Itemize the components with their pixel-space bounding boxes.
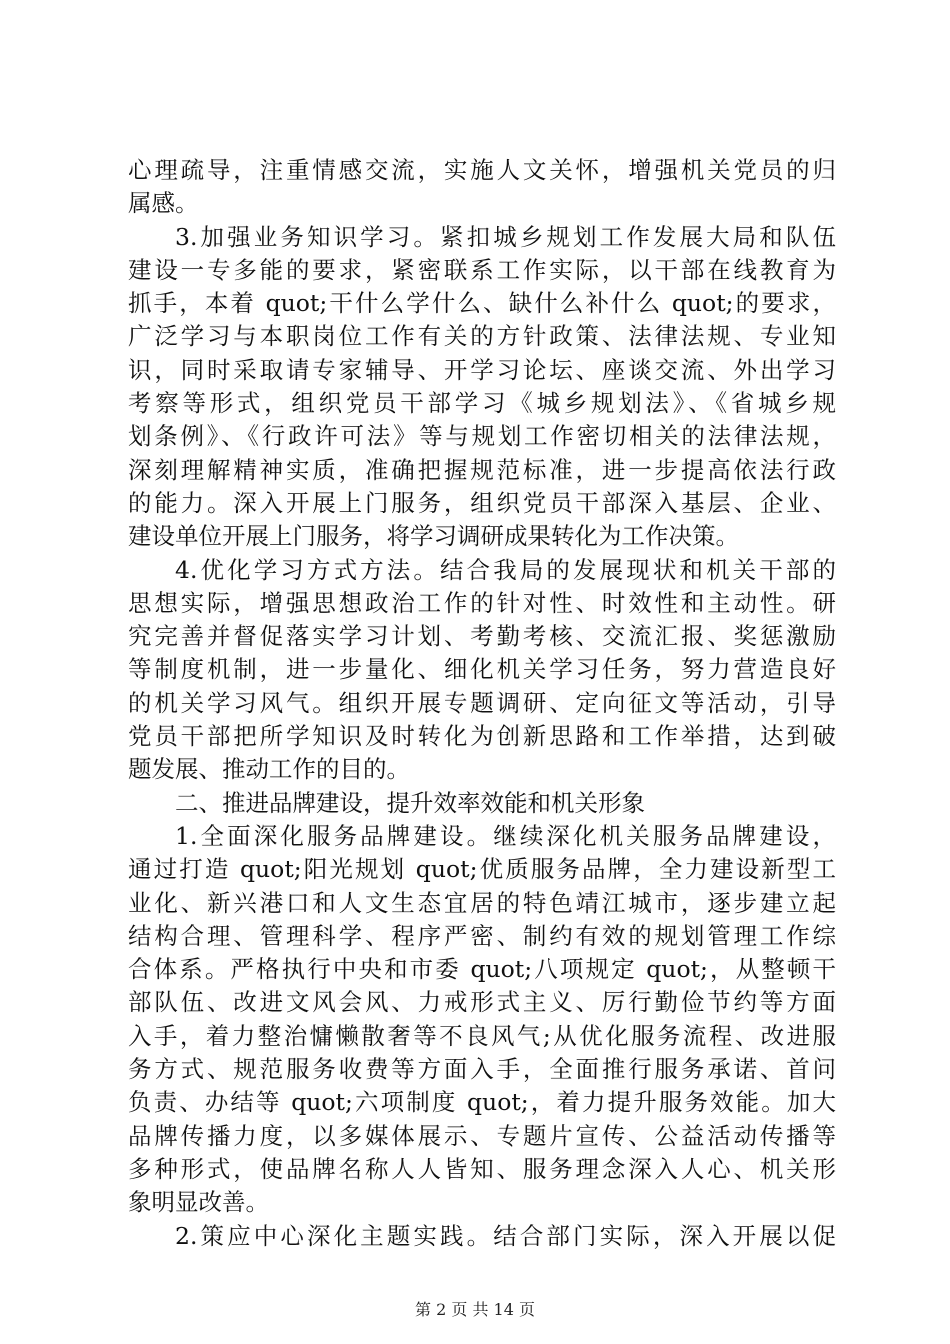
text-line: 负责、办结等 quot;六项制度 quot;，着力提升服务效能。加大	[128, 1088, 836, 1117]
text-line: 3.加强业务知识学习。紧扣城乡规划工作发展大局和队伍	[175, 222, 836, 251]
text-line: 入手，着力整治慵懒散奢等不良风气;从优化服务流程、改进服	[128, 1021, 836, 1050]
text-line: 广泛学习与本职岗位工作有关的方针政策、法律法规、专业知	[128, 322, 836, 351]
text-line: 2.策应中心深化主题实践。结合部门实际，深入开展以促	[175, 1221, 836, 1250]
text-line: 的机关学习风气。组织开展专题调研、定向征文等活动，引导	[128, 688, 836, 717]
text-line: 考察等形式，组织党员干部学习《城乡规划法》、《省城乡规	[128, 389, 836, 418]
text-line: 结构合理、管理科学、程序严密、制约有效的规划管理工作综	[128, 921, 836, 950]
text-line: 务方式、规范服务收费等方面入手，全面推行服务承诺、首问	[128, 1055, 836, 1084]
text-line: 建设一专多能的要求，紧密联系工作实际，以干部在线教育为	[128, 255, 836, 284]
text-line: 究完善并督促落实学习计划、考勤考核、交流汇报、奖惩激励	[128, 622, 836, 651]
text-line: 思想实际，增强思想政治工作的针对性、时效性和主动性。研	[128, 588, 836, 617]
text-line: 建设单位开展上门服务，将学习调研成果转化为工作决策。	[128, 522, 739, 551]
text-line: 心理疏导，注重情感交流，实施人文关怀，增强机关党员的归	[128, 156, 836, 184]
text-line: 划条例》、《行政许可法》等与规划工作密切相关的法律法规，	[128, 422, 836, 451]
text-line: 深刻理解精神实质，准确把握规范标准，进一步提高依法行政	[128, 455, 836, 484]
text-line: 识，同时采取请专家辅导、开学习论坛、座谈交流、外出学习	[128, 355, 836, 384]
text-line: 象明显改善。	[128, 1188, 269, 1217]
text-line: 部队伍、改进文风会风、力戒形式主义、厉行勤俭节约等方面	[128, 988, 836, 1017]
text-line: 题发展、推动工作的目的。	[128, 755, 410, 784]
text-line: 4.优化学习方式方法。结合我局的发展现状和机关干部的	[175, 555, 836, 584]
text-line: 多种形式，使品牌名称人人皆知、服务理念深入人心、机关形	[128, 1154, 836, 1183]
text-line: 属感。	[128, 189, 199, 218]
text-line: 品牌传播力度，以多媒体展示、专题片宣传、公益活动传播等	[128, 1121, 836, 1150]
text-line: 二、推进品牌建设，提升效率效能和机关形象	[175, 788, 645, 817]
text-line: 的能力。深入开展上门服务，组织党员干部深入基层、企业、	[128, 488, 836, 517]
text-line: 1.全面深化服务品牌建设。继续深化机关服务品牌建设，	[175, 821, 836, 850]
page-number-label: 第 2 页 共 14 页	[415, 1300, 535, 1319]
page-footer	[0, 1300, 950, 1320]
text-line: 合体系。严格执行中央和市委 quot;八项规定 quot;，从整顿干	[128, 955, 836, 984]
text-line: 业化、新兴港口和人文生态宜居的特色靖江城市，逐步建立起	[128, 888, 836, 917]
text-line: 通过打造 quot;阳光规划 quot;优质服务品牌，全力建设新型工	[128, 855, 836, 884]
text-line: 党员干部把所学知识及时转化为创新思路和工作举措，达到破	[128, 722, 836, 751]
text-line: 抓手，本着 quot;干什么学什么、缺什么补什么 quot;的要求，	[128, 289, 836, 318]
document-body	[128, 154, 836, 1253]
text-line: 等制度机制，进一步量化、细化机关学习任务，努力营造良好	[128, 655, 836, 684]
